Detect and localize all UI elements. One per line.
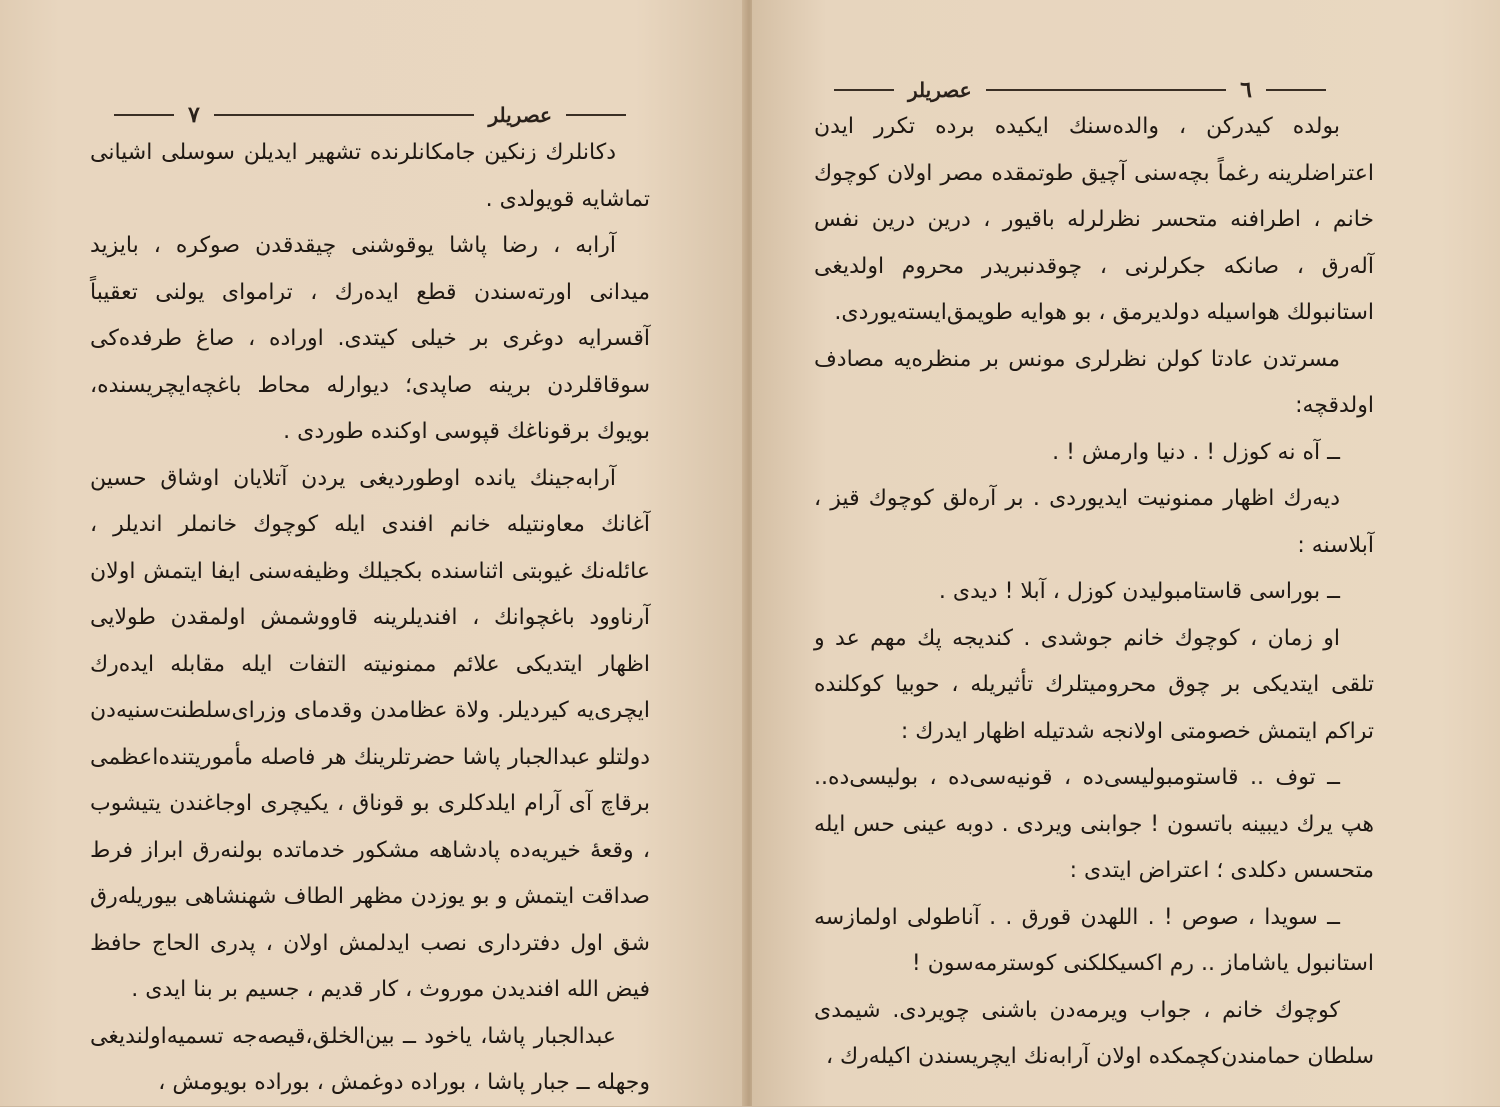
paragraph: آرابه ، رضا پاشا يوقوشنى چيقدقدن صوكره ، بايزيد ميدانى اورته‌سندن قطع ايده‌رك ، ترامواى يولنى تعقيباً آقسرايه دوغرى بر خيلى كيتدى. اوراده ، صاغ طرفده‌كى سوقاقلردن برينه صاپدى؛ ديوارله محاط باغچه‌ايچريسنده، بويوك برقوناغك قپوسى اوكنده طوردى . bbox=[90, 233, 650, 444]
right-page-number: ٦ bbox=[1240, 77, 1252, 103]
dialogue-line: ــ توف .. قاستومبوليسى‌ده ، قونيه‌سى‌ده ، بوليسى‌ده.. هپ يرك ديبينه باتسون ! جوابنى ويردى . دوبه عينى حس ايله متحسس دكلدى ؛ اعتراض ايتدى : bbox=[814, 765, 1374, 883]
head-rule bbox=[566, 114, 626, 116]
paragraph: عبدالجبار پاشا، ياخود ــ بين‌الخلق،قيصه‌جه تسميه‌اولنديغى وجهله ــ جبار پاشا ، بوراده دوغمش ، بوراده بويومش ، bbox=[90, 1023, 650, 1095]
left-running-head bbox=[100, 100, 640, 130]
left-running-title: عصريلر bbox=[488, 103, 552, 127]
head-rule bbox=[214, 114, 475, 116]
right-running-head bbox=[820, 75, 1340, 105]
right-running-title: عصريلر bbox=[908, 78, 972, 102]
paragraph: آرابه‌جينك يانده اوطورديغى يردن آتلايان اوشاق حسين آغانك معاونتيله خانم افندى ايله كوچوك خانملر انديلر ، عائله‌نك غيوبتى اثناسنده بكجيلك وظيفه‌سنى ايفا ايتمش اولان آرناوود باغچوانك ، افنديلرينه قاووشمش اولمقدن طولايى اظهار ايتديكى علائم ممنونيته التفات ايله مقابله ايده‌رك ايچرى‌يه كيرديلر. ولاة عظامدن وقدماى وزراى‌سلطنت‌سنيه‌دن دولتلو عبدالجبار پاشا حضرتلرينك هر فاصله مأموريتنده‌اعظمى برقاچ آى آرام ايلدكلرى بو قوناق ، يكيچرى اوجاغندن يتيشوب ، وقعهٔ خيريه‌ده پادشاهه مشكور خدماتده بولنه‌رق ابراز فرط صداقت ايتمش و بو يوزدن مظهر الطاف شهنشاهى بيوريله‌رق شق اول دفترداری نصب ايدلمش اولان ، پدرى الحاج حافظ فيض الله افنديدن موروث ، كار قديم ، جسيم بر بنا ايدى . bbox=[90, 465, 650, 1002]
paragraph: كوچوك خانم ، جواب ويرمه‌دن باشنى چويردى. شيمدى سلطان حمامندن‌كچمكده اولان آرابه‌نك ايچريسندن اكيلەرك ، bbox=[814, 997, 1374, 1069]
dialogue-line: ــ آه نه كوزل ! . دنيا وارمش ! . bbox=[1052, 439, 1340, 465]
head-rule bbox=[1266, 89, 1326, 91]
right-body-text bbox=[814, 104, 1374, 1081]
left-page-number: ٧ bbox=[188, 102, 200, 128]
right-page bbox=[752, 0, 1500, 1106]
paragraph: بولده كيدركن ، والده‌سنك ايكيده برده تكرر ايدن اعتراضلرينه رغماً بچه‌سنى آچيق طوتمقده مصر اولان كوچوك خانم ، اطرافنه متحسر نظرلرله باقيور ، درين درين نفس آلەرق ، صانكه جكرلرنى ، چوقدنبريدر محروم اولديغى استانبولك هواسيله دولديرمق ، بو هوايه طويمق‌ايسته‌يوردى. bbox=[814, 114, 1374, 325]
dialogue-line: ــ سويدا ، صوص ! . اللهدن قورق . . آناطولى اولمازسه استانبول ياشاماز .. رم اكسيكلكنى كوسترمه‌سون ! bbox=[814, 904, 1374, 976]
head-rule bbox=[986, 89, 1227, 91]
head-rule bbox=[114, 114, 174, 116]
head-rule bbox=[834, 89, 894, 91]
paragraph: ديه‌رك اظهار ممنونيت ايديوردى . بر آرەلق كوچوك قيز ، آبلاسنه : bbox=[814, 486, 1374, 558]
dialogue-line: ــ بوراسى قاستامبوليدن كوزل ، آبلا ! ديدى . bbox=[938, 579, 1340, 604]
paragraph: او زمان ، كوچوك خانم جوشدى . كنديجه پك مهم عد و تلقى ايتديكى بر چوق محروميتلرك تأثيريله ، حوبيا كوكلنده تراكم ايتمش خصومتى اولانجه شدتيله اظهار ايدرك : bbox=[814, 625, 1374, 744]
paragraph: دكانلرك زنكين جامكانلرنده تشهير ايديلن سوسلى اشيانى تماشايه قويولدى . bbox=[90, 140, 650, 212]
left-body-text bbox=[90, 130, 650, 1107]
left-page bbox=[0, 0, 748, 1106]
paragraph: مسرتدن عادتا كولن نظرلرى مونس بر منظره‌يه مصادف اولدقچه: bbox=[814, 346, 1374, 418]
